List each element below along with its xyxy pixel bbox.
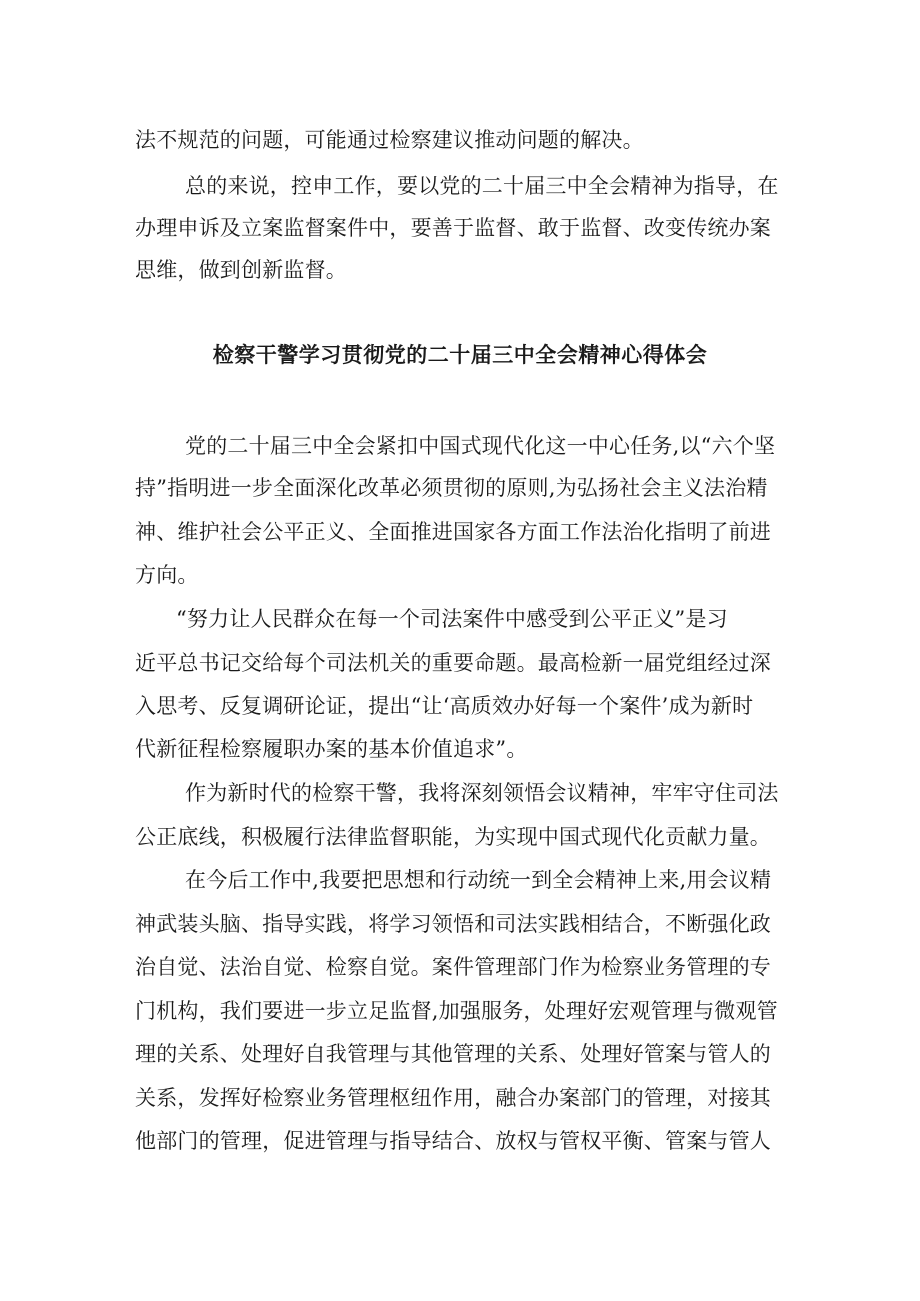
paragraph-line: 关系，发挥好检察业务管理枢纽作用，融合办案部门的管理，对接其: [135, 1086, 771, 1110]
paragraph-line: 代新征程检察履职办案的基本价值追求”。: [135, 737, 528, 761]
paragraph-line: “努力让人民群众在每一个司法案件中感受到公平正义”是习: [176, 607, 728, 631]
paragraph-line: 思维，做到创新监督。: [135, 258, 347, 282]
paragraph-line: 神、维护社会公平正义、全面推进国家各方面工作法治化指明了前进: [135, 520, 771, 544]
paragraph-line: 治自觉、法治自觉、检察自觉。案件管理部门作为检察业务管理的专: [135, 955, 771, 979]
paragraph-line: 持”指明进一步全面深化改革必须贯彻的原则,为弘扬社会主义法治精: [135, 476, 768, 500]
paragraph-line: 作为新时代的检察干警，我将深刻领悟会议精神，牢牢守住司法: [185, 781, 779, 805]
paragraph-line: 神武装头脑、指导实践，将学习领悟和司法实践相结合，不断强化政: [135, 912, 771, 936]
paragraph-line: 理的关系、处理好自我管理与其他管理的关系、处理好管案与管人的: [135, 1042, 771, 1066]
paragraph-line: 法不规范的问题，可能通过检察建议推动问题的解决。: [135, 128, 644, 152]
paragraph-line: 公正底线，积极履行法律监督职能，为实现中国式现代化贡献力量。: [135, 825, 771, 849]
paragraph-line: 入思考、反复调研论证，提出“让‘高质效办好每一个案件’成为新时: [135, 694, 754, 718]
paragraph-line: 近平总书记交给每个司法机关的重要命题。最高检新一届党组经过深: [135, 651, 771, 675]
paragraph-line: 方向。: [135, 563, 199, 587]
paragraph-line: 党的二十届三中全会紧扣中国式现代化这一中心任务,以“六个坚: [185, 434, 776, 458]
paragraph-line: 他部门的管理，促进管理与指导结合、放权与管权平衡、管案与管人: [135, 1129, 771, 1153]
section-title: 检察干警学习贯彻党的二十届三中全会精神心得体会: [212, 343, 708, 367]
paragraph-line: 门机构，我们要进一步立足监督,加强服务，处理好宏观管理与微观管: [135, 999, 778, 1023]
paragraph-line: 办理申诉及立案监督案件中，要善于监督、敢于监督、改变传统办案: [135, 216, 771, 240]
paragraph-line: 总的来说，控申工作，要以党的二十届三中全会精神为指导，在: [185, 174, 779, 198]
paragraph-line: 在今后工作中,我要把思想和行动统一到全会精神上来,用会议精: [185, 868, 772, 892]
